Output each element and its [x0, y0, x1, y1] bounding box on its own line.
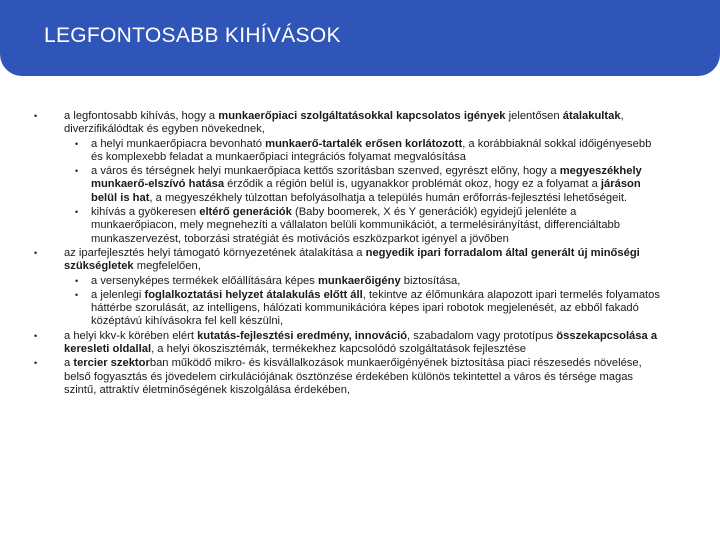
text-run: az iparfejlesztés helyi támogató környezetének átalakítása a — [64, 246, 366, 259]
text-run: , diverzifikálódtak és egyben növekednek, — [64, 110, 624, 136]
text-run: , szabadalom vagy prototípus — [407, 329, 557, 342]
sub-list-item-text — [91, 165, 664, 205]
sub-list-item — [64, 289, 664, 329]
bullet-list — [34, 110, 664, 398]
text-run: , a megyeszékhely túlzottan befolyásolhatja a település humán erőforrás-fejlesztési lehetőségeit. — [149, 191, 628, 204]
emphasis-text: megyeszékhely munkaerő-elszívó hatása — [91, 165, 642, 191]
text-run: a helyi kkv-k körében elért — [64, 329, 198, 342]
sub-list-item — [64, 206, 664, 246]
emphasis-text: tercier szektor — [73, 357, 150, 370]
bullet-marker: • — [34, 247, 38, 258]
sub-list-item — [64, 275, 664, 288]
list-item-text — [64, 330, 664, 357]
emphasis-text: járáson belül is hat — [91, 178, 641, 204]
list-item-text — [64, 357, 664, 397]
slide-header — [0, 0, 720, 76]
sub-list-item — [64, 138, 664, 165]
text-run: a legfontosabb kihívás, hogy a — [64, 110, 219, 122]
emphasis-text: munkaerőpiaci szolgáltatásokkal kapcsolatos igények — [218, 110, 506, 122]
text-run: a versenyképes termékek előállítására képes — [91, 274, 318, 287]
text-run: biztosítása, — [400, 274, 461, 287]
bullet-marker: • — [75, 289, 79, 300]
text-run: (Baby boomerek, X és Y generációk) egyidejű jelenléte a munkaerőpiacon, mely megnehezíti a vállalaton belüli kommunikációt, a termelésirányítást, differenciáltabb munkaszervezést, toborzási stratégiát és motivációs eszközparkot igényel a jövőben — [91, 206, 620, 245]
text-run: kihívás a gyökeresen — [91, 206, 200, 219]
text-run: a jelenlegi — [91, 288, 145, 301]
slide-title: LEGFONTOSABB KIHÍVÁSOK — [44, 24, 341, 47]
emphasis-text: foglalkoztatási helyzet átalakulás előtt áll — [144, 288, 363, 301]
bullet-marker: • — [34, 358, 38, 369]
bullet-marker: • — [75, 207, 79, 218]
text-run: a — [64, 357, 74, 370]
text-run: jelentősen — [505, 110, 563, 122]
sub-list-item — [64, 165, 664, 205]
bullet-marker: • — [75, 166, 79, 177]
text-run: , a helyi ökoszisztémák, termékekhez kapcsolódó szolgáltatások fejlesztése — [151, 343, 527, 356]
list-item-text — [64, 247, 664, 274]
sub-list-item-text — [91, 138, 664, 165]
list-item — [34, 330, 664, 357]
sub-list-item-text — [91, 275, 664, 288]
emphasis-text: eltérő generációk — [199, 206, 292, 219]
bullet-marker: • — [75, 275, 79, 286]
text-run: a város és térségnek helyi munkaerőpiaca kettős szorításban szenved, egyrészt előny, hogy a — [91, 165, 560, 178]
emphasis-text: munkaerő-tartalék erősen korlátozott — [265, 137, 463, 150]
sub-list-item-text — [91, 289, 664, 329]
list-item-text — [64, 110, 664, 137]
emphasis-text: összekapcsolása a keresleti oldallal — [64, 329, 658, 356]
emphasis-text: átalakultak — [562, 110, 621, 122]
bullet-marker: • — [34, 330, 38, 341]
text-run: a helyi munkaerőpiacra bevonható — [91, 137, 266, 150]
bullet-marker: • — [75, 138, 79, 149]
text-run: , a korábbiaknál sokkal időigényesebb és komplexebb feladat a munkaerőpiaci integrációs folyamat megvalósítása — [91, 137, 652, 163]
emphasis-text: munkaerőigény — [317, 274, 401, 287]
text-run: érződik a régión belül is, ugyanakkor problémát okoz, hogy ez a folyamat a — [224, 178, 601, 191]
emphasis-text: negyedik ipari forradalom által generált új minőségi szükségletek — [64, 246, 640, 273]
list-item — [34, 110, 664, 246]
text-run: , tekintve az élőmunkára alapozott ipari termelés folyamatos háttérbe szorulását, az intelligens, hálózati kommunikációra képes ipari robotok megjelenését, az ebből fakadó középtávú kihívásokra fel kell készülni, — [91, 288, 660, 328]
list-item — [34, 357, 664, 397]
list-item — [34, 247, 664, 329]
bullet-marker: • — [34, 111, 38, 121]
text-run: ban működő mikro- és kisvállalkozások munkaerőigényének biztosítása piaci részesedés növelése, belső fogyasztás és jövedelem cirkulációjának ösztönzése érdekében különös tekintettel a város és térsége magas szintű, attraktív életminőségének kiszolgálása érdekében, — [64, 357, 642, 396]
sub-list-item-text — [91, 206, 664, 246]
emphasis-text: kutatás-fejlesztési eredmény, innováció — [197, 329, 408, 342]
text-run: megfelelően, — [133, 260, 201, 273]
